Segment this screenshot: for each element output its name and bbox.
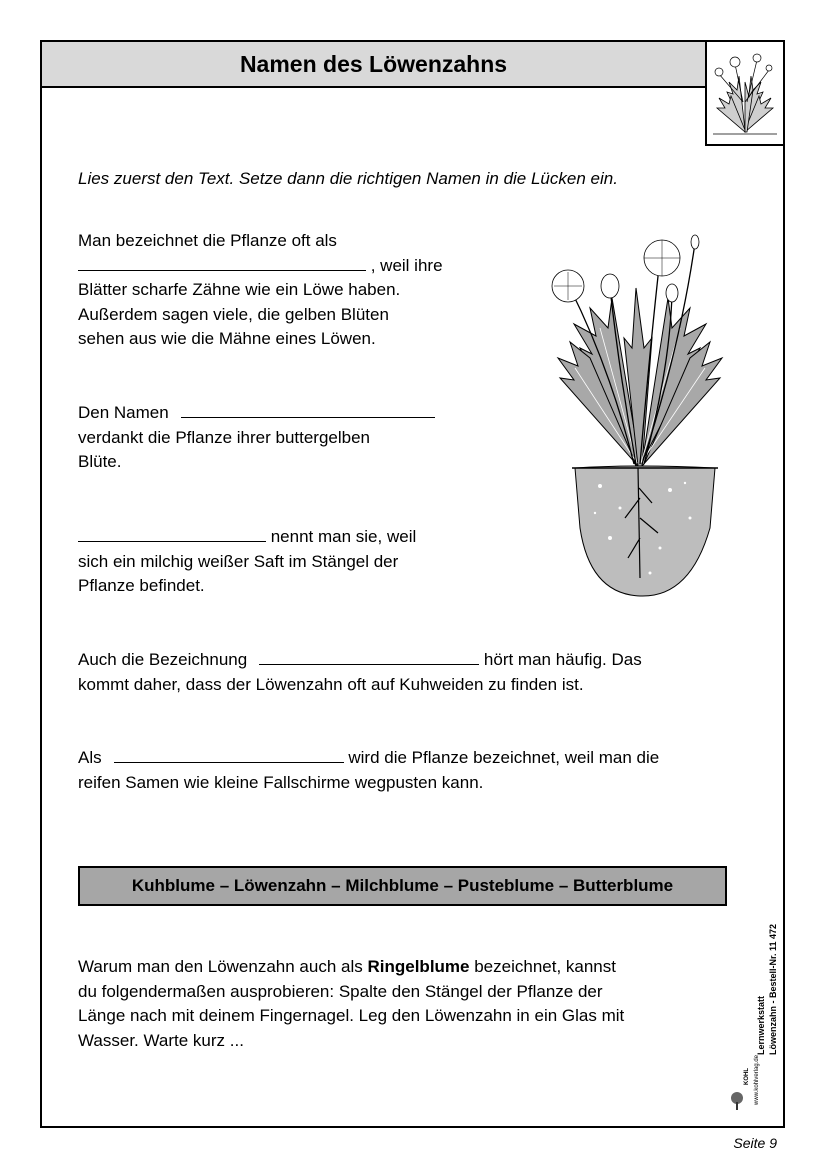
paragraph-3 [78,525,416,599]
answer-blank-1[interactable] [78,254,366,271]
p5-line2: reifen Samen wie kleine Fallschirme wegpusten kann. [78,772,484,792]
paragraph-5 [78,746,659,795]
final-line2: du folgendermaßen ausprobieren: Spalte den Stängel der Pflanze der [78,981,603,1001]
publisher-url: www.kohlverlag.de [754,1054,760,1105]
p1-line3: Blätter scharfe Zähne wie ein Löwe haben. [78,280,401,299]
publisher-logo-text: KOHL [744,1068,750,1085]
p1-line5: sehen aus wie die Mähne eines Löwen. [78,329,376,348]
p4-line2: kommt daher, dass der Löwenzahn oft auf Kuhweiden zu finden ist. [78,674,584,694]
dandelion-plant-illustration [540,228,735,598]
dandelion-plant-icon [540,228,735,598]
instruction-text: Lies zuerst den Text. Setze dann die richtigen Namen in die Lücken ein. [78,169,618,188]
answer-blank-3[interactable] [78,525,266,542]
p1-line2: , weil ihre [78,254,443,279]
word-bank [78,866,727,906]
sidebar-line2: Löwenzahn - Bestell-Nr. 11 472 [768,923,778,1055]
p5-line1: Als wird die Pflanze bezeichnet, weil man die [78,748,660,767]
page-title: Namen des Löwenzahns [239,50,508,77]
answer-blank-4[interactable] [259,648,479,665]
word-bank-text: Kuhblume – Löwenzahn – Milchblume – Pusteblume – Butterblume [131,876,674,895]
final-line1: Warum man den Löwenzahn auch als Ringelblume bezeichnet, kannst [78,957,616,976]
page-number: Seite 9 [733,1135,777,1151]
answer-blank-2[interactable] [181,401,435,418]
corner-dandelion-image [705,40,785,146]
ringelblume-bold: Ringelblume [367,957,470,976]
p2-line2: verdankt die Pflanze ihrer buttergelben [78,427,371,447]
p3-line2: sich ein milchig weißer Saft im Stängel der [78,551,399,571]
paragraph-1 [78,229,443,352]
p3-line3: Pflanze befindet. [78,576,205,595]
p2-line3: Blüte. [78,452,122,471]
paragraph-4 [78,648,642,697]
p1-line4: Außerdem sagen viele, die gelben Blüten [78,304,389,324]
answer-blank-5[interactable] [114,746,344,763]
dandelion-thumbnail-icon [707,42,783,144]
final-line4: Wasser. Warte kurz ... [78,1030,244,1050]
final-line3: Länge nach mit deinem Fingernagel. Leg den Löwenzahn in ein Glas mit [78,1006,625,1025]
sidebar-line1: Lernwerkstatt [756,995,766,1055]
p4-line1: Auch die Bezeichnung hört man häufig. Das [78,650,642,669]
p1-line1: Man bezeichnet die Pflanze oft als [78,231,337,250]
p3-line1: nennt man sie, weil [78,525,416,550]
publisher-sidebar [738,880,788,1120]
p2-line1: Den Namen [78,401,435,426]
tree-logo-icon [728,1090,746,1112]
paragraph-2 [78,401,435,475]
final-paragraph [78,955,624,1053]
title-bar [40,40,707,88]
